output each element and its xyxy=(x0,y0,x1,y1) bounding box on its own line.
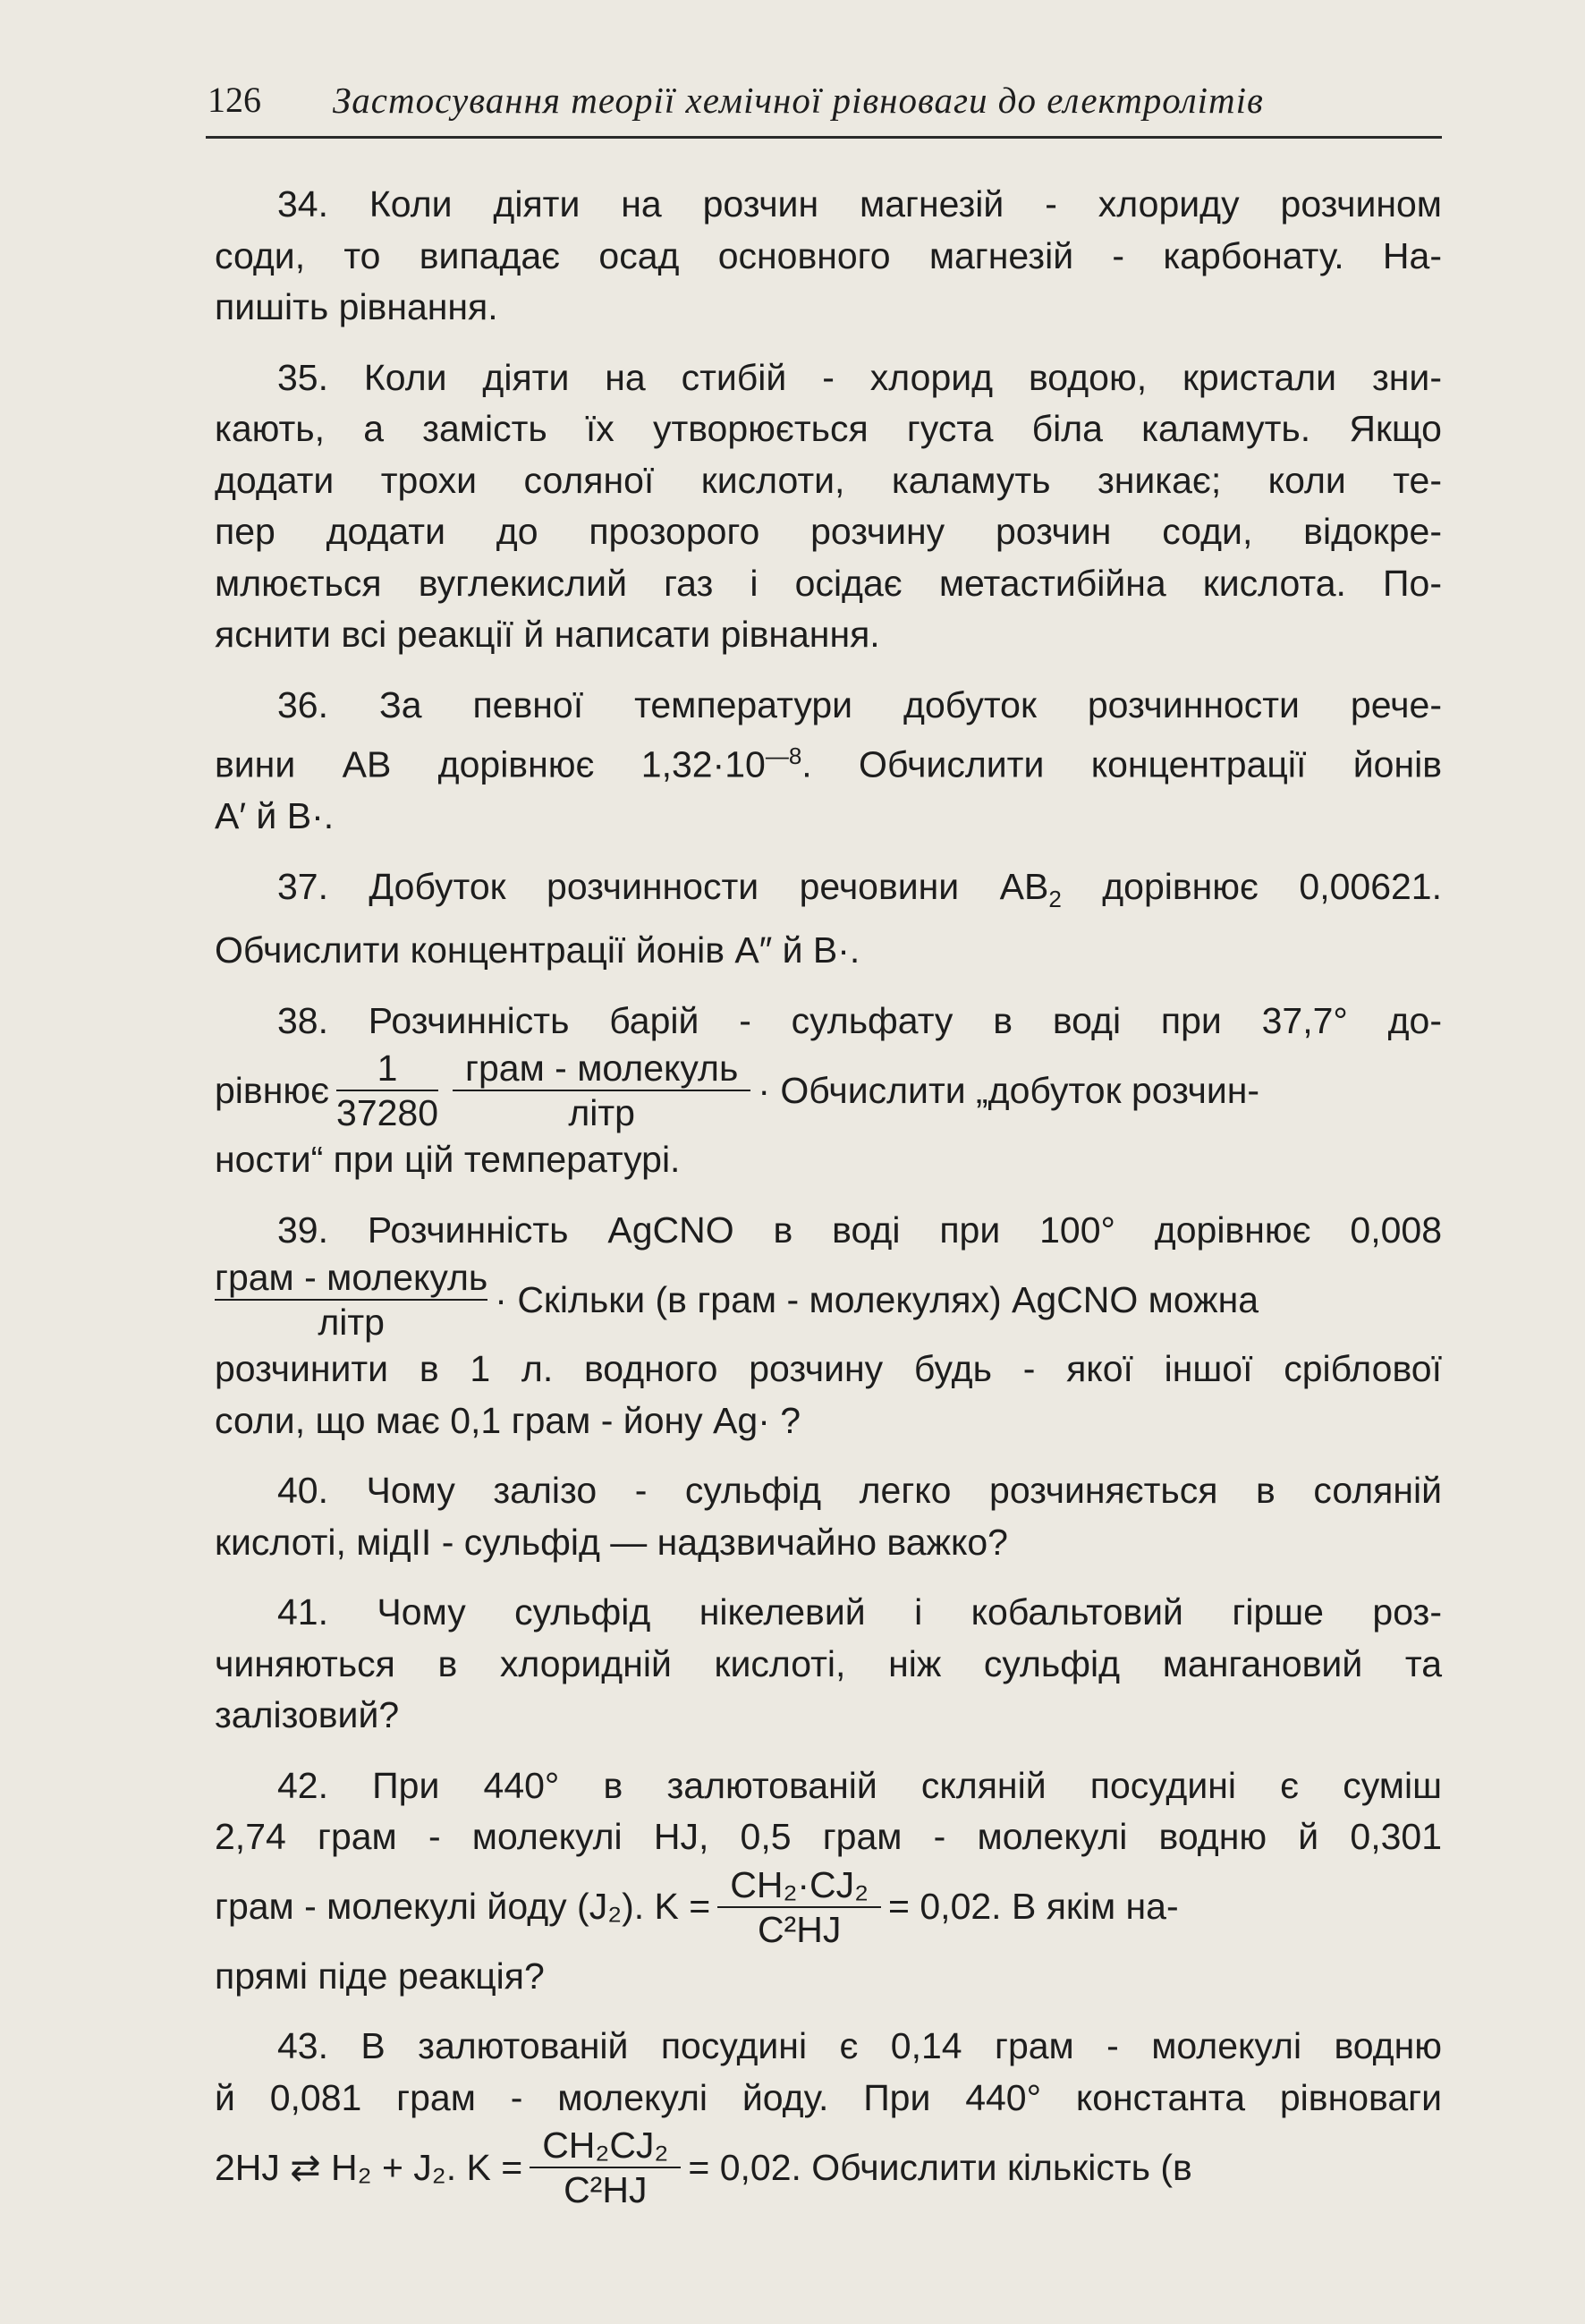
text-line: соли, що має 0,1 грам - йону Ag· ? xyxy=(215,1399,801,1441)
text-line: пер додати до прозорого розчину розчин соди, відокре- xyxy=(215,511,1442,552)
text-line: 41. Чому сульфід нікелевий і кобальтовий гірше роз- xyxy=(277,1591,1442,1633)
text-line: чиняються в хлоридній кислоті, ніж сульфід мангановий та xyxy=(215,1642,1442,1684)
equilibrium-fraction xyxy=(530,2124,681,2211)
text-line: 42. При 440° в залютованій скляній посудині є суміш xyxy=(277,1764,1442,1806)
fraction-numerator: CH₂CJ₂ xyxy=(530,2124,681,2168)
problem-41 xyxy=(215,1587,1442,1742)
exponent: —8 xyxy=(765,742,802,769)
text-line: 38. Розчинність барій - сульфату в воді при 37,7° до- xyxy=(277,999,1442,1041)
subscript: 2 xyxy=(1048,885,1062,912)
problem-36 xyxy=(215,680,1442,843)
problem-40 xyxy=(215,1465,1442,1568)
fraction-numerator: грам - молекуль xyxy=(453,1047,750,1091)
problem-37 xyxy=(215,861,1442,977)
page-body xyxy=(215,179,1442,2230)
fraction-units xyxy=(453,1047,750,1134)
fraction-denominator: C²HJ xyxy=(564,2169,648,2211)
text-line: 2,74 грам - молекулі HJ, 0,5 грам - молекулі водню й 0,301 xyxy=(215,1816,1442,1858)
fraction-numerator: грам - молекуль xyxy=(215,1256,487,1301)
formula-line xyxy=(215,1047,1442,1134)
fraction-denominator: літр xyxy=(568,1092,635,1134)
page-number: 126 xyxy=(208,80,261,120)
equilibrium-fraction xyxy=(717,1863,881,1951)
text-line: 39. Розчинність AgCNO в воді при 100° дорівнює 0,008 xyxy=(277,1209,1442,1251)
text-span: 2HJ ⇄ H₂ + J₂. K = xyxy=(215,2146,523,2188)
text-line: додати трохи соляної кислоти, каламуть зникає; коли те- xyxy=(215,459,1442,501)
text-line: 35. Коли діяти на стибій - хлорид водою, кристали зни- xyxy=(277,356,1442,398)
text-line: розчинити в 1 л. водного розчину будь - якої іншої сріблової xyxy=(215,1348,1442,1390)
text-span: · Скільки (в грам - молекулях) AgCNO можна xyxy=(495,1278,1259,1320)
running-header xyxy=(208,79,1442,132)
text-line: млюється вуглекислий газ і осідає метастибійна кислота. По- xyxy=(215,562,1442,604)
problem-43 xyxy=(215,2021,1442,2211)
text-line xyxy=(215,731,1442,791)
fraction-units xyxy=(215,1256,487,1344)
text-line: ности“ при цій температурі. xyxy=(215,1139,681,1181)
fraction-one-over xyxy=(336,1047,438,1134)
text-line: 40. Чому залізо - сульфід легко розчиняється в соляній xyxy=(277,1470,1442,1512)
formula-line xyxy=(215,2124,1442,2211)
text-line: соди, то випадає осад основного магнезій - карбонату. На- xyxy=(215,234,1442,276)
problem-38 xyxy=(215,996,1442,1186)
text-span: дорівнює 0,00621. xyxy=(1061,865,1443,907)
text-span: = 0,02. Обчислити кількість (в xyxy=(688,2146,1192,2188)
text-line: й 0,081 грам - молекулі йоду. При 440° константа рівноваги xyxy=(215,2076,1442,2118)
text-span: грам - молекулі йоду (J₂). K = xyxy=(215,1886,711,1928)
header-rule xyxy=(206,136,1442,139)
fraction-denominator: C²HJ xyxy=(757,1908,842,1950)
text-line: яснити всі реакції й написати рівнання. xyxy=(215,614,880,655)
text-span: . Обчислити концентрації йонів xyxy=(801,743,1442,785)
fraction-denominator: 37280 xyxy=(336,1092,439,1134)
running-title: Застосування теорії хемічної рівноваги до електролітів xyxy=(333,80,1264,121)
text-line: 36. За певної температури добуток розчинности рече- xyxy=(277,683,1442,725)
text-line: 43. В залютованій посудині є 0,14 грам - молекулі водню xyxy=(277,2025,1442,2067)
fraction-denominator: літр xyxy=(318,1302,385,1344)
text-line: Обчислити концентрації йонів А″ й В·. xyxy=(215,929,860,971)
text-line: прямі піде реакція? xyxy=(215,1955,545,1997)
text-span: 37. Добуток розчинности речовини АВ xyxy=(277,865,1049,907)
problem-42 xyxy=(215,1760,1442,2003)
text-span: = 0,02. В якім на- xyxy=(888,1886,1179,1928)
problem-39 xyxy=(215,1205,1442,1447)
fraction-numerator: 1 xyxy=(336,1047,438,1091)
formula-line xyxy=(215,1256,1442,1344)
text-line: А′ й В·. xyxy=(215,795,335,837)
text-line xyxy=(215,861,1442,926)
fraction-numerator: CH₂·CJ₂ xyxy=(717,1863,881,1908)
text-span: · Обчислити „добуток розчин- xyxy=(758,1069,1260,1111)
text-line: кислоті, мідІІ - сульфід — надзвичайно важко? xyxy=(215,1521,1008,1563)
problem-34 xyxy=(215,179,1442,334)
text-line: 34. Коли діяти на розчин магнезій - хлориду розчином xyxy=(277,183,1442,225)
text-span: вини АВ дорівнює 1,32·10 xyxy=(215,743,766,785)
text-span: рівнює xyxy=(215,1069,330,1111)
text-line: пишіть рівнання. xyxy=(215,286,498,327)
text-line: кають, а замість їх утворюється густа біла каламуть. Якщо xyxy=(215,408,1442,449)
text-line: залізовий? xyxy=(215,1694,400,1736)
formula-line xyxy=(215,1863,1442,1951)
problem-35 xyxy=(215,352,1442,661)
